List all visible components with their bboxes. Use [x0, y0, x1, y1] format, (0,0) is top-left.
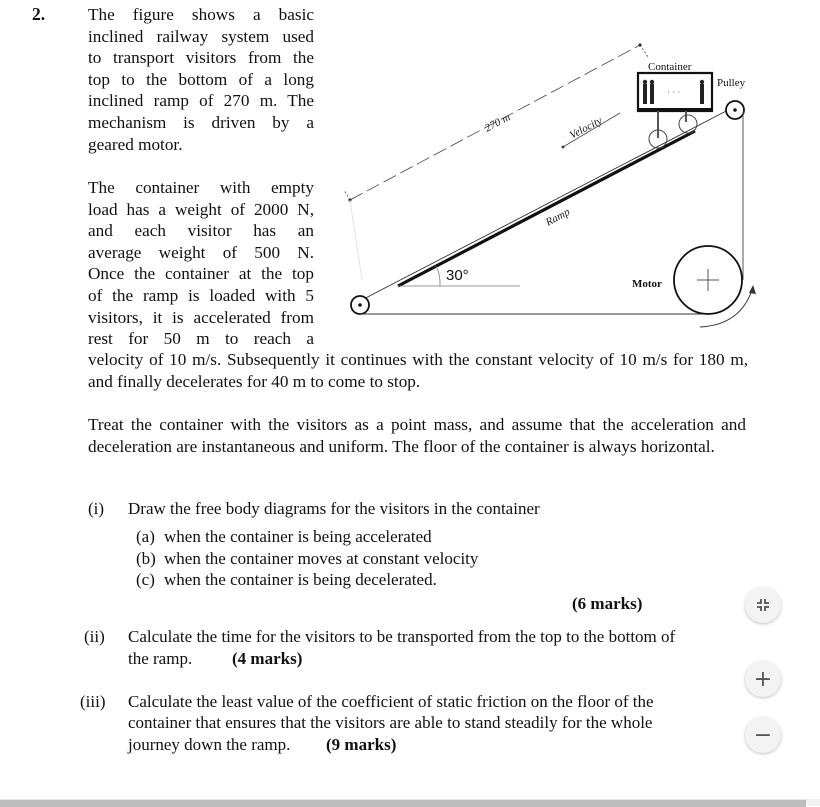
velocity-label: Velocity — [567, 114, 605, 142]
pulley-label: Pulley — [717, 77, 746, 89]
body-line: of the ramp is loaded with 5 — [88, 285, 314, 305]
part-i-label: (i) — [88, 499, 105, 518]
part-i-marks: (6 marks) — [572, 594, 643, 613]
question-number: 2. — [32, 4, 46, 24]
part-iii-line2: container that ensures that the visitors are able to stand steadily for the whole — [128, 713, 653, 732]
intro-line: mechanism is driven by a — [88, 112, 314, 132]
body-line: visitors, it is accelerated from — [88, 307, 314, 327]
part-ii-marks: (4 marks) — [232, 649, 303, 668]
question-intro — [88, 4, 314, 155]
visitor-ellipsis: · · · — [667, 87, 681, 97]
part-i-a-label: (a) — [136, 527, 155, 546]
body-line: average weight of 500 N. — [88, 242, 314, 262]
inclined-railway-diagram — [330, 30, 780, 370]
question-assumptions: Treat the container with the visitors as a point mass, and assume that the acceleration and deceleration are instantaneous and uniform. The floor of the container is always horizontal. — [88, 415, 746, 456]
intro-line: to transport visitors from the — [88, 48, 314, 68]
length-label: 270 m — [482, 111, 513, 135]
scrollbar-corner — [806, 799, 820, 806]
part-i-c-text: when the container is being decelerated. — [164, 570, 437, 589]
question-body — [88, 177, 314, 350]
part-ii-line2: the ramp. — [128, 649, 193, 668]
part-ii-label: (ii) — [84, 627, 105, 646]
part-iii-line1: Calculate the least value of the coefficient of static friction on the floor of the — [128, 692, 654, 711]
body-line: and each visitor has an — [88, 221, 314, 241]
part-iii-marks: (9 marks) — [326, 735, 397, 754]
zoom-out-button[interactable]: − — [745, 717, 781, 753]
part-i-text: Draw the free body diagrams for the visitors in the container — [128, 499, 540, 518]
body-line: Once the container at the top — [88, 264, 314, 284]
exit-fullscreen-icon — [755, 597, 771, 613]
intro-line: The figure shows a basic — [88, 5, 314, 24]
part-ii-line1: Calculate the time for the visitors to be transported from the top to the bottom of — [128, 627, 676, 646]
body-line: rest for 50 m to reach a — [88, 329, 314, 349]
intro-line: geared motor. — [88, 134, 183, 154]
intro-line: top to the bottom of a long — [88, 69, 314, 89]
container-label: Container — [648, 61, 692, 73]
motor-label: Motor — [632, 278, 662, 290]
part-iii-line3: journey down the ramp. — [128, 735, 291, 754]
body-line: The container with empty — [88, 178, 314, 197]
part-i-b-text: when the container moves at constant velocity — [164, 549, 479, 568]
part-iii-label: (iii) — [80, 692, 106, 711]
zoom-in-button[interactable]: + — [745, 661, 781, 697]
part-i-b-label: (b) — [136, 549, 156, 568]
intro-line: inclined ramp of 270 m. The — [88, 91, 314, 111]
fit-to-screen-button[interactable] — [745, 587, 781, 623]
ramp-label: Ramp — [543, 206, 573, 229]
body-line: load has a weight of 2000 N, — [88, 199, 314, 219]
angle-label: 30° — [446, 267, 469, 284]
part-i-a-text: when the container is being accelerated — [164, 527, 432, 546]
question-body-continuation: velocity of 10 m/s. Subsequently it continues with the constant velocity of 10 m/s for 180 m, and finally decelerates for 40 m to come to stop. — [88, 350, 748, 391]
intro-line: inclined railway system used — [88, 26, 314, 46]
part-i-c-label: (c) — [136, 570, 155, 589]
